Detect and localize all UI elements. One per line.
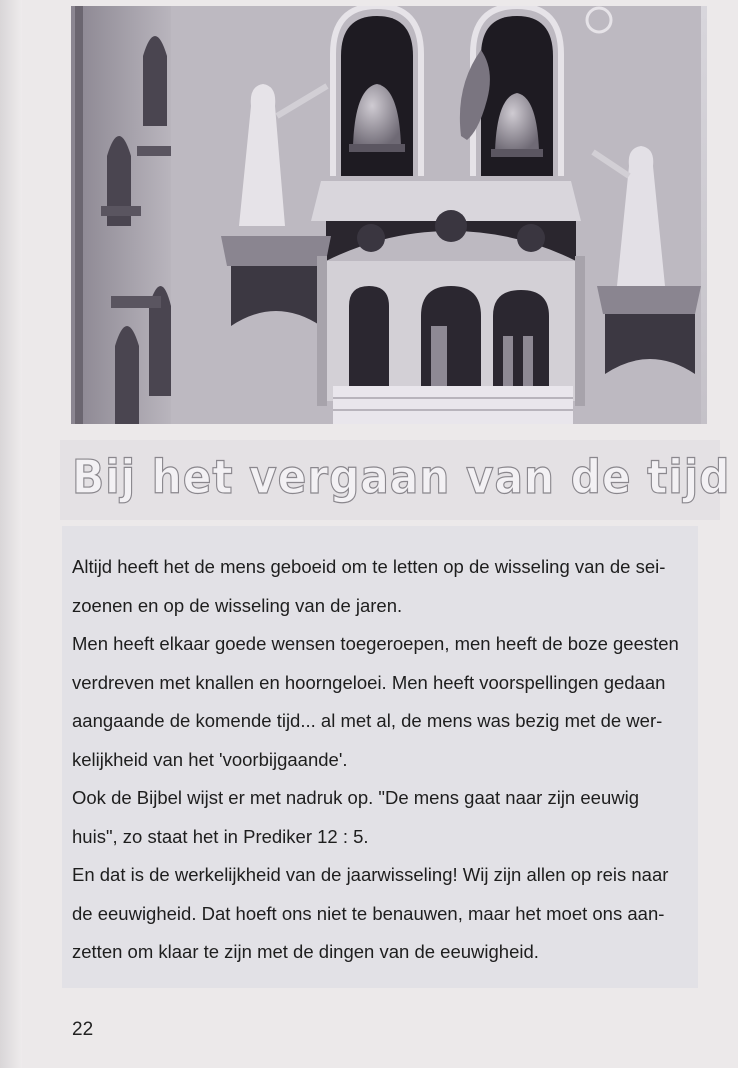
paragraph bbox=[72, 856, 702, 972]
body-text bbox=[72, 548, 702, 972]
text-line: zetten om klaar te zijn met de dingen van de eeuwigheid. bbox=[72, 941, 539, 962]
text-line: Ook de Bijbel wijst er met nadruk op. "De mens gaat naar zijn eeuwig bbox=[72, 787, 639, 808]
text-line: Altijd heeft het de mens geboeid om te letten op de wisseling van de sei- bbox=[72, 556, 666, 577]
paragraph bbox=[72, 548, 702, 625]
text-line: de eeuwigheid. Dat hoeft ons niet te benauwen, maar het moet ons aan- bbox=[72, 902, 665, 924]
clock-tower-photo bbox=[71, 6, 707, 424]
paragraph bbox=[72, 625, 702, 779]
page-edge bbox=[0, 0, 22, 1068]
page-number: 22 bbox=[72, 1019, 94, 1040]
clock-tower-illustration bbox=[71, 6, 707, 424]
page-title: Bij het vergaan van de tijd bbox=[72, 450, 731, 504]
text-line: aangaande de komende tijd... al met al, de mens was bezig met de wer- bbox=[72, 710, 663, 731]
text-line: kelijkheid van het 'voorbijgaande'. bbox=[72, 748, 348, 770]
text-line: huis", zo staat het in Prediker 12 : 5. bbox=[72, 825, 369, 847]
paragraph bbox=[72, 779, 702, 856]
text-line: En dat is de werkelijkheid van de jaarwisseling! Wij zijn allen op reis naar bbox=[72, 864, 669, 885]
text-line: zoenen en op de wisseling van de jaren. bbox=[72, 594, 403, 616]
text-line: Men heeft elkaar goede wensen toegeroepen, men heeft de boze geesten bbox=[72, 633, 679, 654]
text-line: verdreven met knallen en hoorngeloei. Men heeft voorspellingen gedaan bbox=[72, 671, 666, 693]
